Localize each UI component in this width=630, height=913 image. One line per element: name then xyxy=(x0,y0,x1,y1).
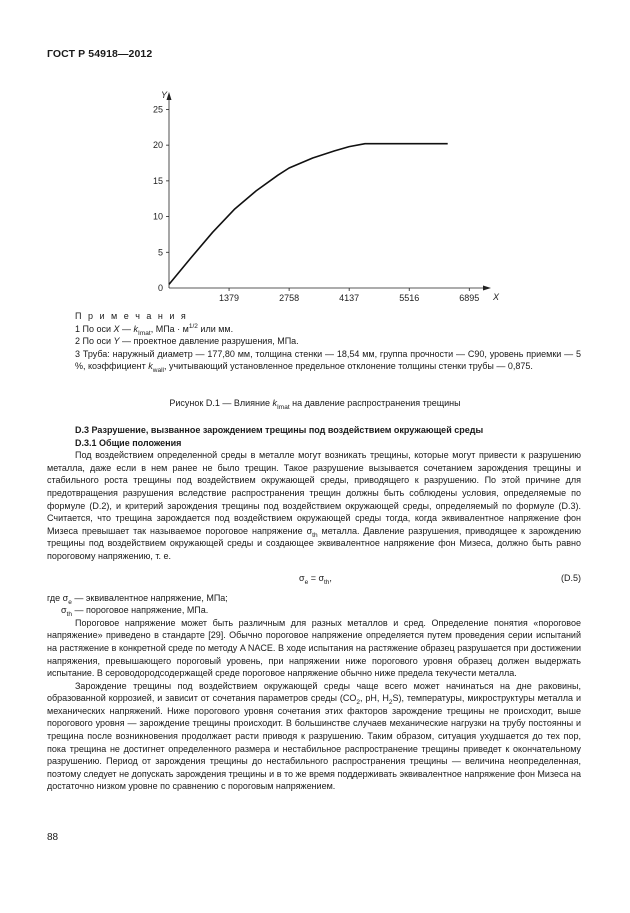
design-pressure-chart xyxy=(100,78,500,308)
note-2: 2 По оси Y — проектное давление разрушения, МПа. xyxy=(75,336,299,347)
notes-title: П р и м е ч а н и я xyxy=(75,311,188,321)
x-tick-label: 1379 xyxy=(219,293,240,303)
y-tick-label: 25 xyxy=(152,104,163,115)
where-line-2: $\sigma_{th}$ — пороговое напряжение, МПа. xyxy=(61,605,209,618)
figure-notes xyxy=(75,310,581,373)
note-3: 3 Труба: наружный диаметр — 177,80 мм, толщина стенки — 18,54 мм, группа прочности — С90, уровень приемки — 5 %, коэффициент $k_{wall}$, учитывающий установленное предельное отклонение толщины стенки трубы — 0,875. xyxy=(75,348,581,375)
x-axis-arrow xyxy=(483,286,491,291)
formula-expression: $\sigma_e = \sigma_{th}$, xyxy=(299,572,332,586)
formula-d5 xyxy=(47,566,581,590)
x-tick-label: 6895 xyxy=(459,293,480,303)
series-line xyxy=(169,144,448,285)
y-tick-label: 10 xyxy=(152,211,163,222)
x-axis-label: X xyxy=(493,292,500,302)
figure-caption: Рисунок D.1 — Влияние $k_{Imat}$ на давление распространения трещины xyxy=(169,398,461,411)
where-line-1: где $\sigma_e$ — эквивалентное напряжение, МПа; xyxy=(47,592,228,606)
x-tick-label: 4137 xyxy=(339,293,360,303)
formula-number: (D.5) xyxy=(561,572,581,583)
paragraph-3: Зарождение трещины под воздействием окружающей среды чаще всего может начинаться на дне раковины, образованной коррозией, и зависит от сочетания параметров среды ($CO_2$, pH, $H_2S$), температуры, микроструктуры металла и механических напряжений. Ниже порогового уровня сочетания этих факторов зарождение трещины не происходит, выше порогового уровня — зарождение трещины происходит. В большинстве случаев механические нагрузки на трубу постоянны и трещина после возникновения продолжает расти приводя к разрушению. Таким образом, ситуация ухудшается до тех пор, пока трещина не достигнет определенного размера и нестабильное распространение трещины приведет к окончательному разрушению. Период от зарождения трещины до нестабильного распространения трещины — величина неопределенная, поэтому следует не допускать зарождения трещины и в то же время поддерживать эквивалентное напряжение фон Мизеса на достаточно низком уровне по сравнению с пороговым напряжением. xyxy=(47,680,581,792)
y-axis-label: Y xyxy=(161,90,168,100)
y-tick-label: 5 xyxy=(157,247,163,258)
y-tick-label: 0 xyxy=(157,283,163,293)
paragraph-1: Под воздействием определенной среды в металле могут возникать трещины, которые могут привести к разрушению металла, даже если в нем ранее не было трещин. Такое разрушение вызывается сочетанием зарождения трещины и стабильного роста трещины под воздействием окружающей среды, приводящего к разрушению. По этой причине для предотвращения разрушения вследствие распространения трещин должны быть соблюдены условия, определяемые по формуле (D.2), и критерий зарождения трещины под воздействием окружающей среды, определяемый по формуле (D.3). Считается, что трещина зарождается под воздействием окружающей среды тогда, когда эквивалентное напряжение фон Мизеса превышает так называемое пороговое напряжение $\sigma_{th}$ металла. Давление разрушения, приводящее к зарождению трещины под воздействием окружающей среды и создающее эквивалентное напряжение фон Мизеса, должно быть равно пороговому напряжению, т. е. xyxy=(47,450,581,561)
page-number: 88 xyxy=(47,832,59,843)
section-d3 xyxy=(47,424,581,793)
document-header: ГОСТ Р 54918—2012 xyxy=(47,48,153,60)
y-tick-label: 20 xyxy=(152,140,163,151)
subsection-heading: D.3.1 Общие положения xyxy=(75,437,182,448)
section-heading: D.3 Разрушение, вызванное зарождением трещины под воздействием окружающей среды xyxy=(75,425,484,435)
paragraph-2: Пороговое напряжение может быть различным для разных металлов и сред. Определение понятия «пороговое напряжение» приведено в стандарте [29]. Обычно пороговое напряжение определяется путем проведения серии испытаний на растяжение в конкретной среде по методу A NACE. В ходе испытания на растяжение образец разрушается при достижении напряжения, превышающего пороговый уровень, при напряжении ниже порогового уровня образец должен выдержать испытание. В сероводородсодержащей среде пороговое напряжение обычно ниже предела текучести металла. xyxy=(47,617,581,679)
x-tick-label: 2758 xyxy=(279,293,300,303)
y-axis-arrow xyxy=(167,92,172,100)
x-tick-label: 5516 xyxy=(399,293,420,303)
y-tick-label: 15 xyxy=(152,175,163,186)
note-1: 1 По оси X — $k_{Imat}$, МПа · $м^{1/2}$ или мм. xyxy=(75,322,234,337)
